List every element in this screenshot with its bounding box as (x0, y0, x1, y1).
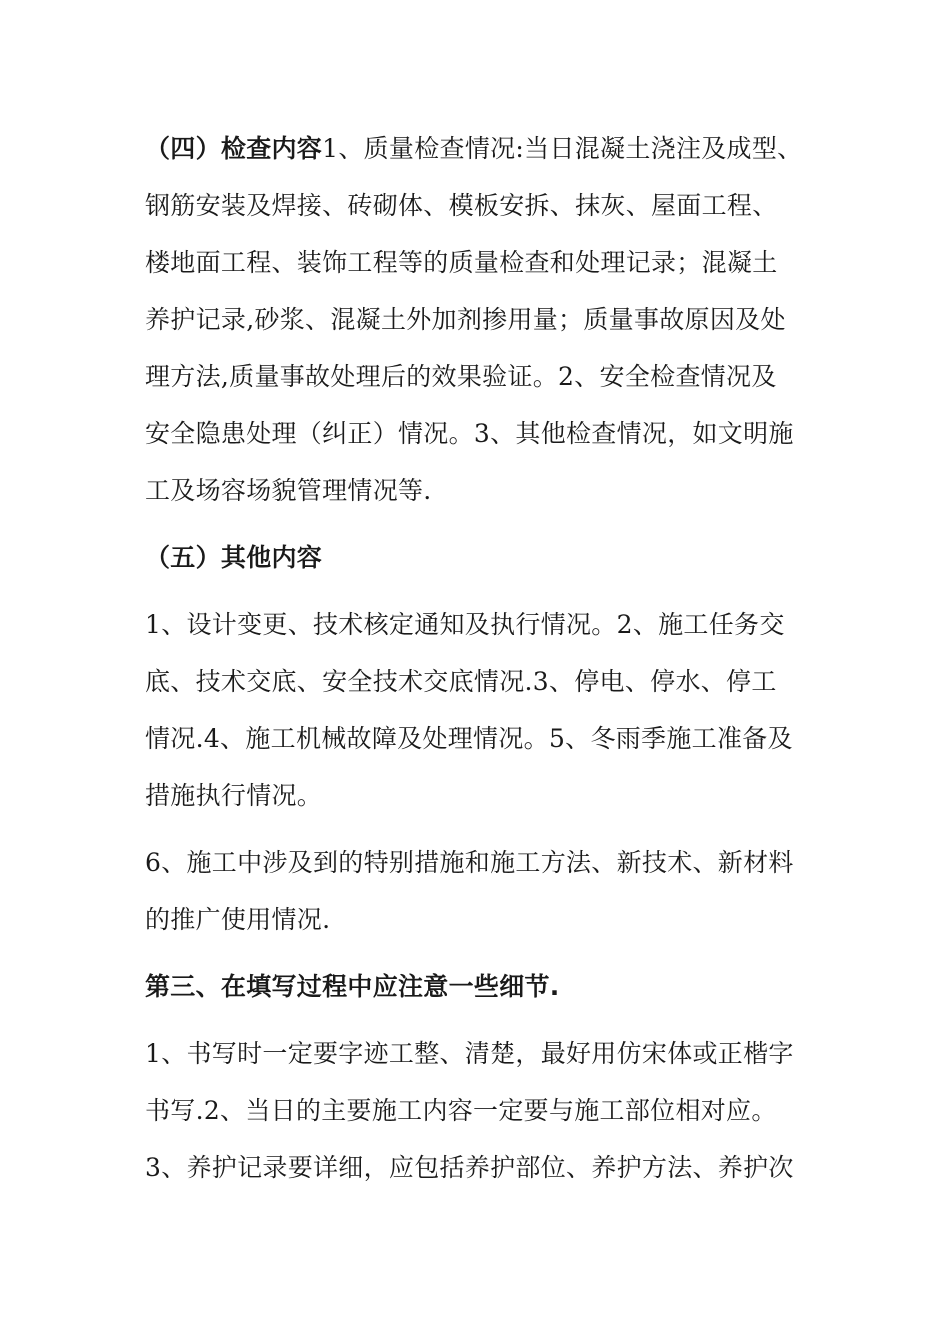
section-4-heading: （四）检查内容 (145, 134, 323, 163)
text-line: 工及场容场貌管理情况等. (145, 476, 432, 505)
section-5-heading: （五）其他内容 (145, 543, 323, 572)
section-5-heading-block (145, 529, 807, 586)
text-line: 1、设计变更、技术核定通知及执行情况。2、施工任务交 (145, 610, 785, 639)
text-line: 6、施工中涉及到的特别措施和施工方法、新技术、新材料 (145, 848, 794, 877)
text-line: 措施执行情况。 (145, 781, 323, 810)
section-3-heading-block (145, 958, 807, 1015)
text-line: 底、技术交底、安全技术交底情况.3、停电、停水、停工 (145, 667, 777, 696)
section-3-heading: 第三、在填写过程中应注意一些细节. (145, 972, 560, 1001)
text-line: 楼地面工程、装饰工程等的质量检查和处理记录；混凝土 (145, 248, 778, 277)
text-line: 1、质量检查情况:当日混凝土浇注及成型、 (322, 134, 803, 163)
document-body (145, 120, 807, 1196)
text-line: 3、养护记录要详细，应包括养护部位、养护方法、养护次 (145, 1153, 794, 1182)
text-line: 书写.2、当日的主要施工内容一定要与施工部位相对应。 (145, 1096, 777, 1125)
text-line: 钢筋安装及焊接、砖砌体、模板安拆、抹灰、屋面工程、 (145, 191, 778, 220)
text-line: 养护记录,砂浆、混凝土外加剂掺用量；质量事故原因及处 (145, 305, 786, 334)
text-line: 的推广使用情况. (145, 905, 331, 934)
section-5-paragraph-2 (145, 834, 807, 948)
section-3-paragraph (145, 1025, 807, 1196)
section-4-first-line (145, 120, 807, 177)
section-4-paragraph (145, 120, 807, 519)
section-5-paragraph-1 (145, 596, 807, 824)
text-line: 情况.4、施工机械故障及处理情况。5、冬雨季施工准备及 (145, 724, 793, 753)
text-line: 理方法,质量事故处理后的效果验证。2、安全检查情况及 (145, 362, 777, 391)
text-line: 安全隐患处理（纠正）情况。3、其他检查情况，如文明施 (145, 419, 794, 448)
text-line: 1、书写时一定要字迹工整、清楚，最好用仿宋体或正楷字 (145, 1039, 794, 1068)
